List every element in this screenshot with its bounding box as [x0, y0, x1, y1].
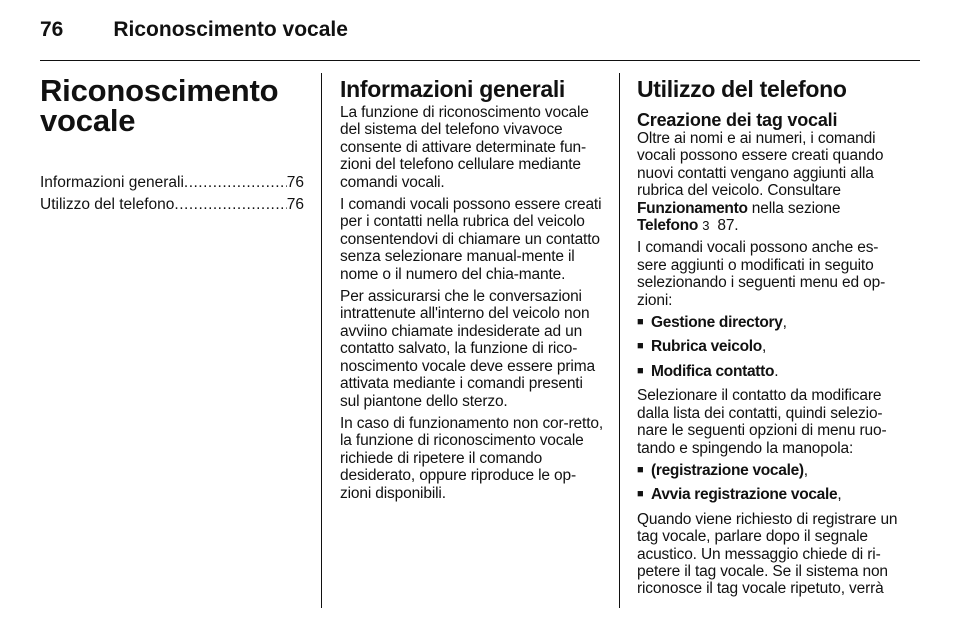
list-item: [637, 462, 903, 479]
phone-heading: Utilizzo del telefono: [637, 76, 847, 102]
option-item-label: Avvia registrazione vocale: [651, 486, 838, 504]
bullet-square-icon: ■: [637, 340, 644, 353]
toc-leader-dots: [174, 196, 286, 214]
toc-entry-label: Utilizzo del telefono: [40, 196, 175, 213]
chapter-column: [40, 73, 304, 218]
toc-entry-label: Informazioni generali: [40, 174, 184, 191]
list-item: [637, 314, 903, 331]
column-divider-left: [321, 73, 322, 608]
general-paragraph-3: Per assicurarsi che le conversazioni intrattenute all'interno del veicolo non avviino chiamate indesiderate ad un contatto salvato, la funzione di rico-noscimento vocale deve essere prima attivata mediante i comandi presenti sul piantone dello sterzo.: [340, 288, 595, 410]
chapter-title-line2: vocale: [40, 103, 136, 138]
list-punct: ,: [803, 461, 809, 479]
operation-reference: Funzionamento: [637, 199, 748, 217]
list-punct: .: [774, 362, 779, 380]
running-title: Riconoscimento vocale: [113, 18, 348, 41]
phone-paragraph-1: [637, 130, 903, 234]
phone-paragraph-4: Quando viene richiesto di registrare un tag vocale, parlare dopo il segnale acustico. Un messaggio chiede di ri-petere il tag vocale. Se il sistema non riconosce il tag vocale ripetuto, verrà: [637, 510, 898, 598]
toc-entry-phone[interactable]: [40, 196, 304, 218]
toc-entry-general[interactable]: [40, 174, 304, 196]
page-number: 76: [40, 18, 64, 41]
menu-item-label: Modifica contatto: [651, 362, 775, 380]
header-divider: [40, 60, 920, 61]
table-of-contents: [40, 174, 304, 218]
general-paragraph-2: I comandi vocali possono essere creati per i contatti nella rubrica del veicolo consentendovi di chiamare un contatto senza selezionare manual-mente il nome o il numero del chia-mante.: [340, 196, 602, 283]
toc-leader-dots: [184, 174, 287, 192]
menu-item-label: Gestione directory: [651, 314, 783, 332]
column-divider-right: [619, 73, 620, 608]
chapter-title-line1: Riconoscimento: [40, 73, 279, 108]
list-punct: ,: [837, 486, 842, 504]
bullet-square-icon: ■: [637, 316, 644, 329]
list-punct: ,: [761, 338, 767, 356]
list-punct: ,: [782, 314, 787, 332]
general-info-column: [340, 76, 604, 507]
phone-section-reference: Telefono: [637, 217, 699, 235]
general-paragraph-4: In caso di funzionamento non cor-retto, la funzione di riconoscimento vocale richiede di ripetere il comando desiderato, oppure riproduce le op-zioni disponibili.: [340, 414, 603, 502]
page-reference-icon: 3: [702, 218, 710, 234]
bullet-square-icon: ■: [637, 364, 644, 377]
bullet-square-icon: ■: [637, 488, 644, 501]
phone-column: [637, 76, 903, 603]
phone-paragraph-2: I comandi vocali possono anche es-sere aggiunti o modificati in seguito selezionando i seguenti menu ed op-zioni:: [637, 239, 886, 309]
bullet-square-icon: ■: [637, 463, 644, 476]
option-item-label: (registrazione vocale): [651, 461, 804, 479]
menu-item-label: Rubrica veicolo: [651, 338, 762, 356]
phone-paragraph-1-text: Oltre ai nomi e ai numeri, i comandi vocali possono essere creati quando nuovi contatti vengano aggiunti alla rubrica del veicolo. Consultare: [637, 130, 884, 200]
list-item: [637, 338, 903, 355]
general-info-heading: Informazioni generali: [340, 76, 566, 102]
voice-tags-subheading: Creazione dei tag vocali: [637, 110, 838, 130]
phone-paragraph-3: Selezionare il contatto da modificare dalla lista dei contatti, quindi selezio-nare le seguenti opzioni di menu ruo-tando e spingendo la manopola:: [637, 387, 887, 457]
list-item: [637, 486, 903, 503]
toc-entry-page: 76: [286, 174, 304, 191]
page-header: [40, 18, 348, 48]
toc-entry-page: 76: [286, 196, 304, 213]
general-paragraph-1: La funzione di riconoscimento vocale del sistema del telefono vivavoce consente di attivare determinate fun-zioni del telefono cellulare mediante comandi vocali.: [340, 104, 589, 191]
phone-paragraph-1-mid: nella sezione: [747, 199, 841, 217]
page-reference[interactable]: 87.: [713, 217, 739, 235]
list-item: [637, 363, 903, 380]
chapter-title: [40, 73, 304, 138]
